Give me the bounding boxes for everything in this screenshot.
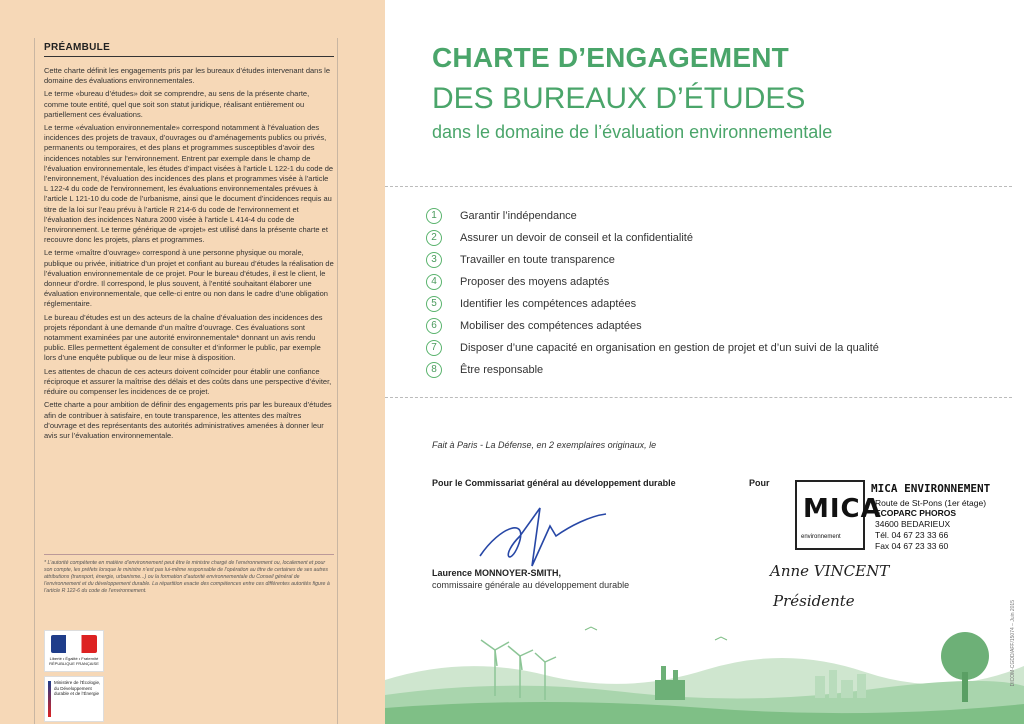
engagement-text: Proposer des moyens adaptés xyxy=(460,276,610,288)
title-subtitle: dans le domaine de l’évaluation environnementale xyxy=(432,122,833,142)
marianne-flag-icon xyxy=(51,635,97,653)
preamble-paragraph: Le terme «bureau d’études» doit se comprendre, au sens de la présente charte, comme toute entité, quel que soit son statut juridique, réalisant entièrement ou partiellement ces évaluations. xyxy=(44,89,310,119)
stamp-line: Tél. 04 67 23 33 66 xyxy=(875,530,949,540)
list-item xyxy=(426,293,986,315)
engagement-list xyxy=(426,205,986,381)
number-badge: 2 xyxy=(426,230,442,246)
ministry-bar-icon xyxy=(48,681,51,717)
list-item xyxy=(426,271,986,293)
ministry-text: Ministère de l’Écologie, du Développement durable et de l’Énergie xyxy=(54,680,101,696)
company-signatory-heading: Pour xyxy=(749,478,770,488)
number-badge: 8 xyxy=(426,362,442,378)
preamble-paragraph: Cette charte définit les engagements pris par les bureaux d’études intervenant dans le domaine des évaluations environnementales. xyxy=(44,66,331,86)
document-reference: DICOM-CGDD/AFF/15074 – Juin 2015 xyxy=(1010,600,1016,687)
stamp-line: Fax 04 67 23 33 60 xyxy=(875,541,949,551)
landscape-illustration xyxy=(385,600,1024,724)
mica-logo-text: MICA xyxy=(803,494,882,524)
divider xyxy=(385,397,1012,398)
company-stamp xyxy=(795,480,991,556)
cg-signatory-name: Laurence MONNOYER-SMITH, xyxy=(432,568,562,578)
footnote-divider xyxy=(44,554,334,555)
stamp-line: ECOPARC PHOROS xyxy=(875,508,957,518)
footnote: * L’autorité compétente en matière d’environnement peut être le ministre chargé de l’environnement ou, localement et pour son compte, les préfets lorsque le ministre n’est pas lui-même responsable de l’opération au titre de certaines de ses autres attributions (transport, énergie, urbanisme...) ou la formation d’autorité environnementale du Conseil général de l’environnement et du développement durable. La répartition exacte des compétences entre ces différentes autorités figure à l’article R 122-6 du code de l’environnement. xyxy=(44,560,330,594)
title-line-1: CHARTE D’ENGAGEMENT xyxy=(432,42,789,73)
engagement-text: Travailler en toute transparence xyxy=(460,254,615,266)
engagement-text: Être responsable xyxy=(460,364,544,376)
republique-francaise-logo xyxy=(44,630,104,672)
company-signatory-name: Anne VINCENT xyxy=(770,562,890,580)
list-item xyxy=(426,227,986,249)
preamble-paragraph: Cette charte a pour ambition de définir des engagements pris par les bureaux d’études afin de contribuer à satisfaire, en toute transparence, les attentes des maîtres d’ouvrage et des représentants des autorités administratives amenées à donner leur avis sur l’évaluation environnementale. xyxy=(44,400,332,440)
number-badge: 1 xyxy=(426,208,442,224)
mica-logo-sub: environnement xyxy=(801,534,841,540)
company-name: MICA ENVIRONNEMENT xyxy=(871,482,991,495)
list-item xyxy=(426,249,986,271)
engagement-text: Assurer un devoir de conseil et la confidentialité xyxy=(460,232,693,244)
number-badge: 6 xyxy=(426,318,442,334)
preamble-paragraph: Les attentes de chacun de ces acteurs doivent coïncider pour établir une confiance réciproque et assurer la maîtrise des délais et des coûts dans une perspective d’éviter, réduire ou compenser les incidences de ce projet. xyxy=(44,366,332,397)
company-signatory-role: Présidente xyxy=(773,592,855,610)
preamble-heading: PRÉAMBULE xyxy=(44,42,334,57)
title-line-2: DES BUREAUX D’ÉTUDES xyxy=(432,82,806,115)
engagement-text: Disposer d’une capacité en organisation en gestion de projet et d’un suivi de la qualité xyxy=(460,342,879,354)
stamp-line: Route de St-Pons (1er étage) xyxy=(875,498,987,508)
number-badge: 7 xyxy=(426,340,442,356)
list-item xyxy=(426,337,986,359)
preamble-body xyxy=(44,66,334,444)
signature-place-date: Fait à Paris - La Défense, en 2 exemplaires originaux, le xyxy=(432,440,657,450)
stamp-line: 34600 BEDARIEUX xyxy=(875,519,951,529)
list-item xyxy=(426,205,986,227)
ministry-logo xyxy=(44,676,104,722)
number-badge: 4 xyxy=(426,274,442,290)
engagement-text: Garantir l’indépendance xyxy=(460,210,577,222)
preamble-paragraph: Le terme «maître d’ouvrage» correspond à une personne physique ou morale, publique ou privée, initiatrice d’un projet et confiant au bureau d’études la réalisation de l’évaluation environnementale de ce projet. Pour le bureau d’études, il est le client, le donneur d’ordre. Il correspond, le plus souvent, à l’entité souhaitant élaborer une évaluation environnementale, que celle-ci entre ou non dans le cadre d’une obligation réglementaire. xyxy=(44,248,334,309)
list-item xyxy=(426,315,986,337)
cg-signatory-heading: Pour le Commissariat général au développement durable xyxy=(432,478,676,488)
preamble-paragraph: Le bureau d’études est un des acteurs de la chaîne d’évaluation des incidences des projets répondant à une demande d’un maître d’ouvrage. Ces évaluations sont notamment examinées par une autorité environnementale* donnant un avis rendu public. Elles permettent également de consulter et d’informer le public, par exemple lors d’une enquête publique ou de leur mise à disposition. xyxy=(44,312,323,363)
divider xyxy=(385,186,1012,187)
list-item xyxy=(426,359,986,381)
number-badge: 3 xyxy=(426,252,442,268)
cg-signatory-role: commissaire générale au développement durable xyxy=(432,580,630,590)
logo-rf-text: Liberté • Égalité • Fraternité RÉPUBLIQUE FRANÇAISE xyxy=(49,656,99,666)
engagement-text: Mobiliser des compétences adaptées xyxy=(460,320,642,332)
preamble-paragraph: Le terme «évaluation environnementale» correspond notamment à l’évaluation des incidences des projets de travaux, d’ouvrages ou d’aménagements publics ou privés, permanents ou temporaires, et des plans et programmes susceptibles d’avoir des incidences notables sur l’environnement. Entrent par exemple dans le champ de l’évaluation environnementale, les études d’impact visées à l’article L 122-1 du code de l’environnement, l’évaluation des incidences des plans et programmes visée à l’article L 122-4 du code de l’environnement, les évaluations environnementales prévues à l’article L 121-10 du code de l’urbanisme, ainsi que le document d’incidences requis au titre de la loi sur l’eau prévu à l’article R 214-6 du code de l’environnement et l’évaluation des incidences Natura 2000 visée à l’article L 414-4 du code de l’environnement. Le terme générique de «projet» est utilisé dans la présente charte et recouvre donc les projets, plans et programmes. xyxy=(44,123,334,245)
cg-signature-icon xyxy=(470,496,610,574)
engagement-text: Identifier les compétences adaptées xyxy=(460,298,637,310)
number-badge: 5 xyxy=(426,296,442,312)
